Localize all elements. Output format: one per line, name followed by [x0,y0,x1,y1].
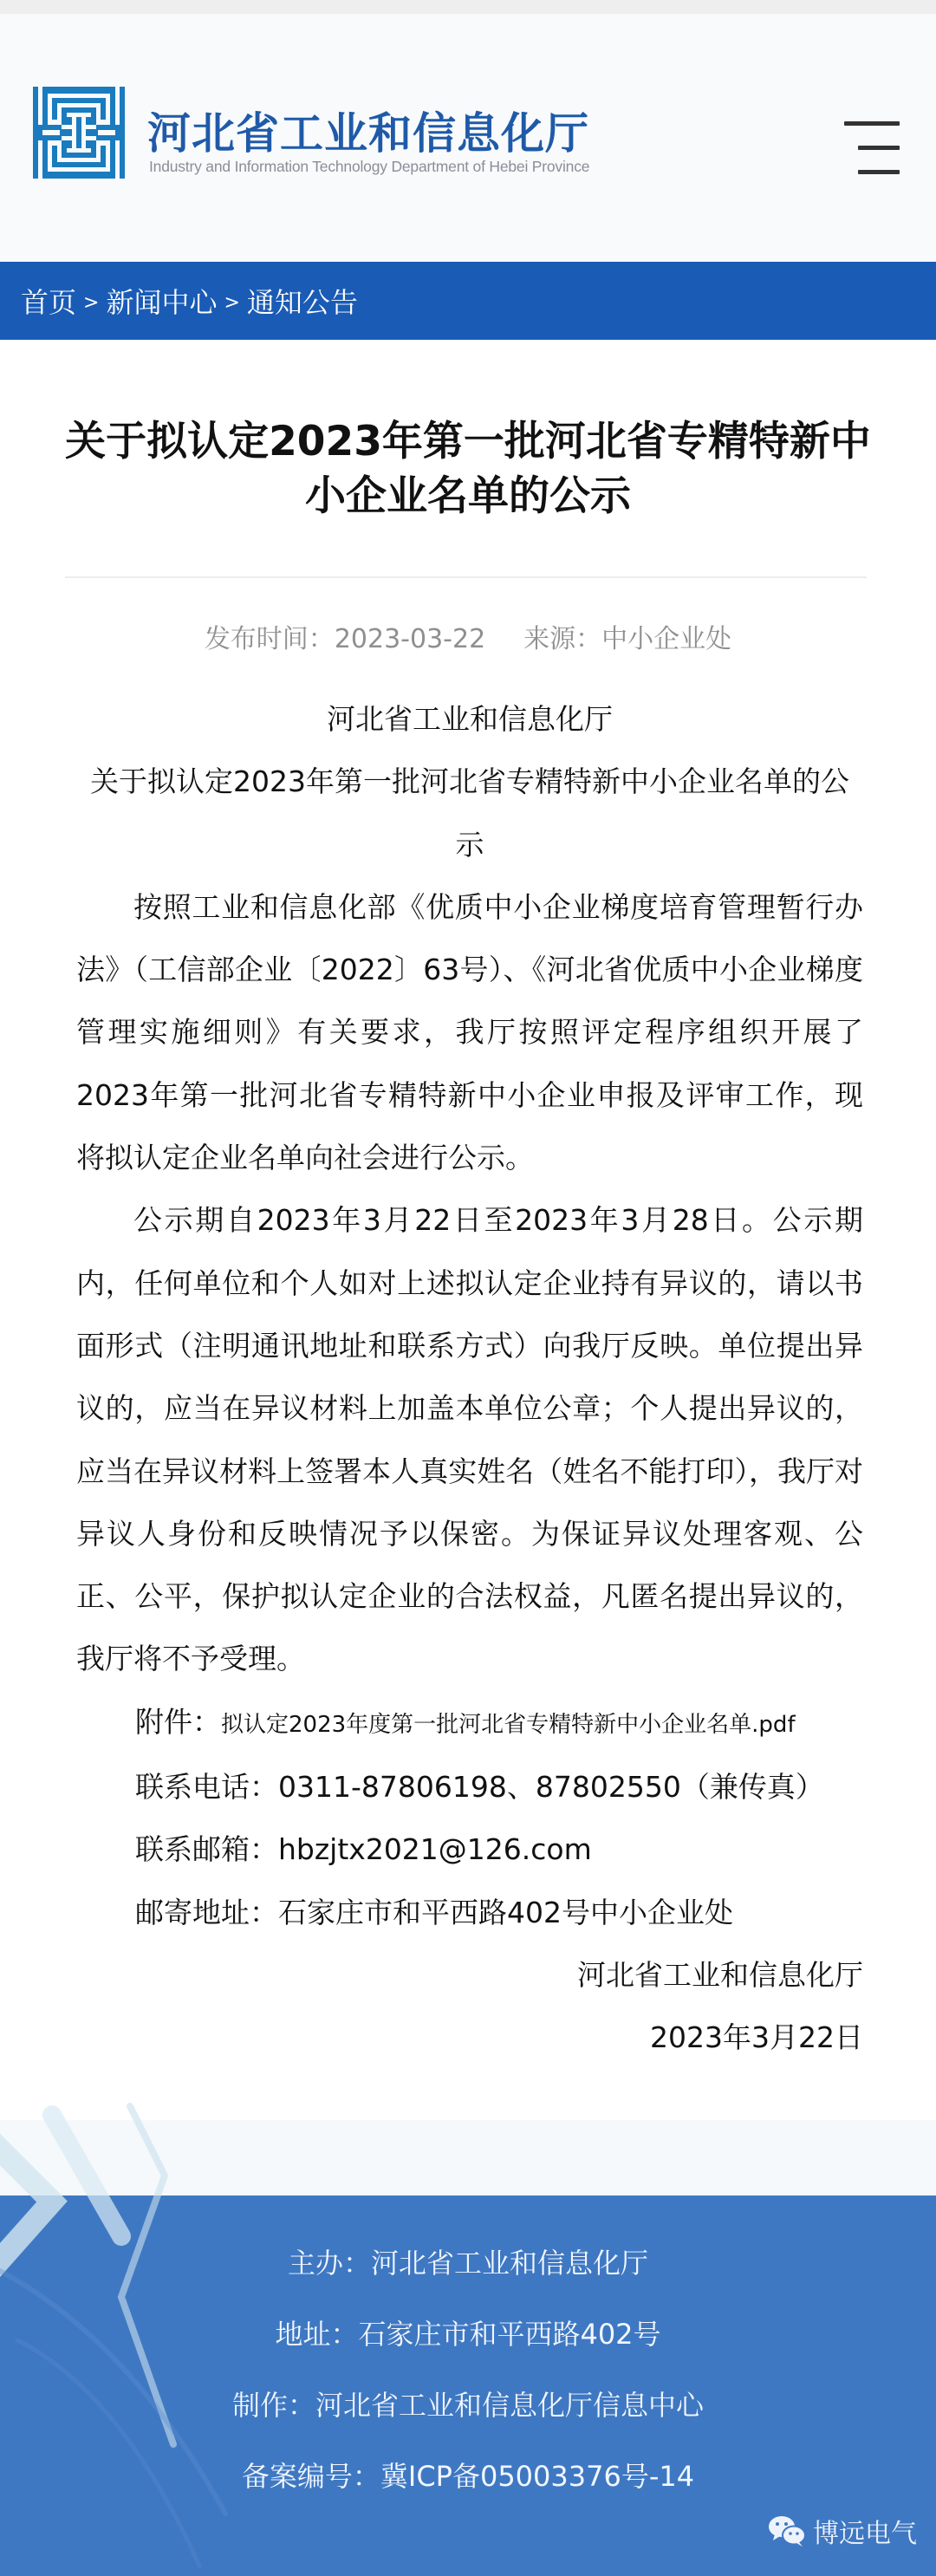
contact-email [76,1818,863,1881]
contact-label: 联系电话： [135,1770,278,1805]
article-meta [0,617,936,655]
org-heading: 河北省工业和信息化厅 [327,702,613,736]
menu-line [858,146,900,150]
contact-value: 石家庄市和平西路402号中小企业处 [278,1895,733,1929]
signature-org: 河北省工业和信息化厅 [577,1957,863,1992]
site-header [0,14,936,262]
breadcrumb-separator: > [83,291,100,314]
footer-host: 主办：河北省工业和信息化厅 [287,2247,648,2280]
breadcrumb-news-center[interactable]: 新闻中心 [106,286,218,319]
hamburger-menu-icon[interactable] [841,101,910,187]
contact-phone [76,1756,863,1818]
attachment-row [76,1691,863,1756]
contact-value: 0311-87806198、87802550（兼传真） [278,1770,824,1805]
breadcrumb-home[interactable]: 首页 [21,286,77,319]
breadcrumb [0,262,936,340]
sub-heading: 关于拟认定2023年第一批河北省专精特新中小企业名单的公示 [90,764,849,862]
body-paragraph: 公示期自2023年3月22日至2023年3月28日。公示期内，任何单位和个人如对上述拟认定企业持有异议的，请以书面形式（注明通讯地址和联系方式）向我厅反映。单位提出异议的，应当在异议材料上加盖本单位公章；个人提出异议的，应当在异议材料上签署本人真实姓名（姓名不能打印），我厅对异议人身份和反映情况予以保密。为保证异议处理客观、公正、公平，保护拟认定企业的合法权益，凡匿名提出异议的，我厅将不予受理。 [76,1203,863,1676]
contact-label: 联系邮箱： [135,1832,278,1867]
signature-date: 2023年3月22日 [650,2020,863,2055]
top-strip [0,0,936,14]
contact-value[interactable]: hbzjtx2021@126.com [278,1832,592,1867]
breadcrumb-notices[interactable]: 通知公告 [246,286,358,319]
site-title[interactable]: 河北省工业和信息化厅 [147,108,589,159]
title-divider [65,576,867,578]
article-body [76,688,863,2070]
source-value: 中小企业处 [601,624,732,654]
footer-info [0,2228,936,2512]
footer-icp[interactable]: 备案编号：冀ICP备05003376号-14 [241,2460,695,2493]
footer-producer: 制作：河北省工业和信息化厅信息中心 [231,2389,704,2422]
site-subtitle: Industry and Information Technology Department of Hebei Province [149,158,590,175]
menu-line [844,121,900,126]
maze-logo-icon[interactable] [33,87,125,179]
body-paragraph: 按照工业和信息化部《优质中小企业梯度培育管理暂行办法》（工信部企业〔2022〕63号）、《河北省优质中小企业梯度管理实施细则》有关要求，我厅按照评定程序组织开展了2023年第一批河北省专精特新中小企业申报及评审工作，现将拟认定企业名单向社会进行公示。 [76,889,863,1175]
contact-label: 邮寄地址： [135,1895,278,1929]
footer-address: 地址：石家庄市和平西路402号 [275,2318,661,2351]
footer-band [0,2120,936,2196]
watermark-text: 博远电气 [813,2519,917,2549]
wechat-watermark [768,2512,917,2550]
menu-line [858,170,900,174]
breadcrumb-separator: > [224,291,240,314]
source-label: 来源： [523,624,602,654]
attachment-link[interactable]: 拟认定2023年度第一批河北省专精特新中小企业名单.pdf [221,1711,796,1738]
article-title: 关于拟认定2023年第一批河北省专精特新中小企业名单的公示 [65,418,871,520]
contact-address [76,1882,863,1944]
publish-date: 2023-03-22 [334,624,486,654]
attachment-label: 附件： [135,1704,221,1739]
wechat-icon [768,2514,806,2547]
publish-label: 发布时间： [204,624,335,654]
